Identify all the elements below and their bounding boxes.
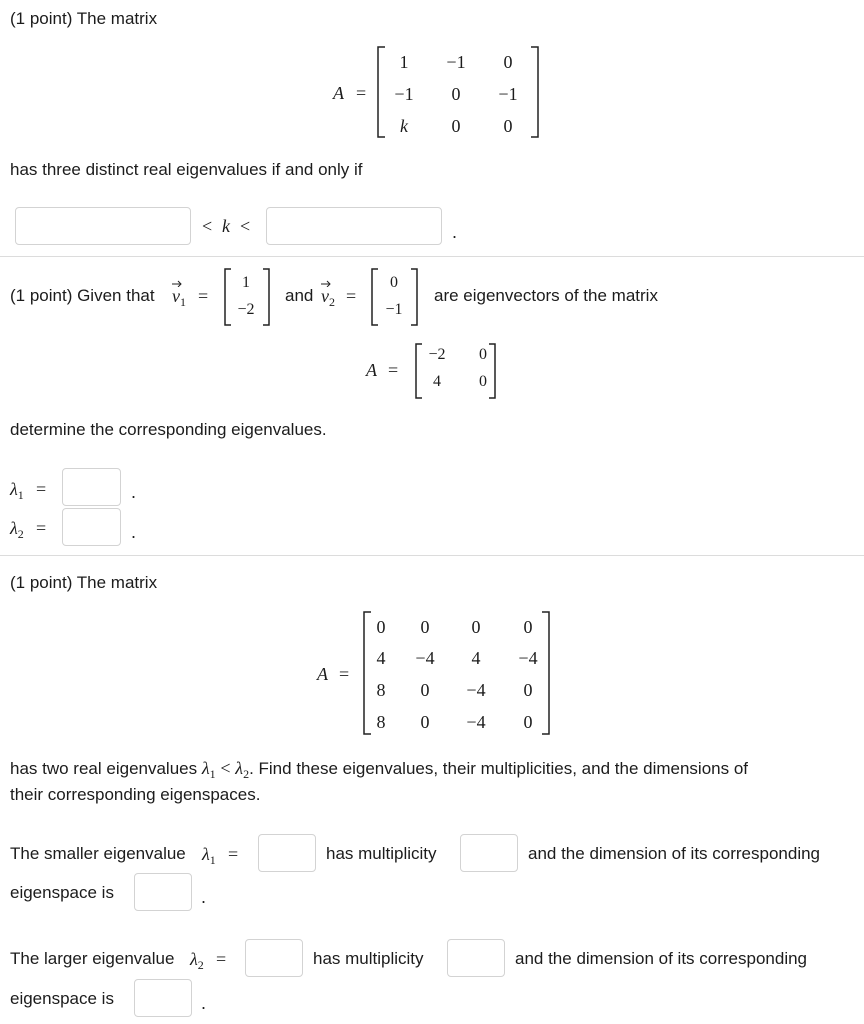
equals-sign: = — [339, 664, 350, 684]
matrix-cell: 4 — [433, 373, 441, 390]
eigenvectors-text: are eigenvectors of the matrix — [434, 286, 658, 305]
k-upper-bound-input[interactable] — [266, 207, 442, 245]
matrix-cell: −1 — [394, 84, 414, 104]
vector-cell: −1 — [385, 301, 403, 318]
larger-eigenvalue-input[interactable] — [245, 939, 303, 977]
dimension-label: and the dimension of its corresponding — [515, 949, 808, 968]
variable-k: k — [222, 216, 230, 236]
and-text: and — [285, 286, 314, 305]
vector-cell: 0 — [390, 274, 398, 291]
equals-sign: = — [388, 360, 399, 380]
equals-sign: = — [346, 286, 357, 306]
matrix-cell: 4 — [376, 648, 386, 668]
matrix-cell: −2 — [428, 346, 446, 363]
smaller-multiplicity-input[interactable] — [460, 834, 518, 872]
matrix-cell: 0 — [479, 346, 487, 363]
left-bracket-icon — [370, 268, 379, 326]
larger-eigenspace-dimension-input[interactable] — [134, 979, 192, 1017]
vector-cell: −2 — [237, 301, 255, 318]
matrix-cell: −1 — [498, 84, 518, 104]
equals-sign: = — [36, 518, 47, 538]
matrix-cell: 0 — [471, 617, 481, 637]
matrix-cell: −4 — [466, 712, 486, 732]
lambda2-input[interactable] — [62, 508, 121, 546]
problem3-description-line2: their corresponding eigenspaces. — [10, 785, 261, 804]
matrix-cell: 0 — [503, 52, 513, 72]
matrix-cell: 0 — [420, 712, 430, 732]
matrix-cell: 0 — [479, 373, 487, 390]
period: . — [131, 482, 137, 502]
problem1-equals: = — [356, 83, 367, 103]
equals-sign: = — [228, 844, 239, 864]
less-than-sign: < — [240, 216, 251, 236]
equals-sign: = — [216, 949, 227, 969]
period: . — [452, 222, 458, 242]
matrix-cell: 0 — [523, 680, 533, 700]
lambda1-label: $\lambda_1$ — [10, 479, 24, 502]
matrix-cell: 0 — [503, 116, 513, 136]
period: . — [131, 522, 137, 542]
period: . — [201, 887, 207, 907]
determine-text: determine the corresponding eigenvalues. — [10, 420, 327, 439]
v2-symbol: $v_2$ — [321, 286, 335, 308]
matrix-cell: k — [400, 116, 408, 136]
multiplicity-label: has multiplicity — [313, 949, 424, 968]
matrix-cell: −1 — [446, 52, 466, 72]
problem1-header: (1 point) The matrix — [10, 9, 158, 28]
larger-multiplicity-input[interactable] — [447, 939, 505, 977]
vector-arrow-icon — [320, 279, 332, 287]
right-bracket-icon — [530, 46, 540, 138]
lambda1-symbol: $\lambda_1$ — [202, 844, 216, 867]
problem3-header: (1 point) The matrix — [10, 573, 158, 592]
matrix-cell: 8 — [376, 712, 386, 732]
eigenspace-label: eigenspace is — [10, 989, 114, 1008]
equals-sign: = — [198, 286, 209, 306]
right-bracket-icon — [410, 268, 419, 326]
larger-eigenvalue-label: The larger eigenvalue — [10, 949, 175, 968]
period: . — [201, 993, 207, 1013]
equals-sign: = — [36, 479, 47, 499]
vector-cell: 1 — [242, 274, 250, 291]
dimension-label: and the dimension of its corresponding — [528, 844, 821, 863]
smaller-eigenvalue-label: The smaller eigenvalue — [10, 844, 186, 863]
lambda2-label: $\lambda_2$ — [10, 518, 24, 541]
section-divider — [0, 256, 864, 257]
problem1-condition-text: has three distinct real eigenvalues if and only if — [10, 160, 363, 179]
matrix-cell: 0 — [420, 617, 430, 637]
matrix-cell: 0 — [451, 84, 461, 104]
problem2-matrix-name: A — [366, 360, 377, 380]
matrix-cell: 8 — [376, 680, 386, 700]
matrix-cell: 0 — [523, 617, 533, 637]
matrix-cell: 0 — [376, 617, 386, 637]
lambda1-input[interactable] — [62, 468, 121, 506]
eigenspace-label: eigenspace is — [10, 883, 114, 902]
smaller-eigenspace-dimension-input[interactable] — [134, 873, 192, 911]
problem1-matrix-name: A — [333, 83, 344, 103]
matrix-cell: −4 — [415, 648, 435, 668]
less-than-sign: < — [202, 216, 213, 236]
v1-symbol: $v_1$ — [172, 286, 186, 308]
matrix-cell: 0 — [420, 680, 430, 700]
matrix-cell: 1 — [399, 52, 409, 72]
section-divider — [0, 555, 864, 556]
right-bracket-icon — [262, 268, 271, 326]
k-lower-bound-input[interactable] — [15, 207, 191, 245]
problem3-matrix-name: A — [317, 664, 328, 684]
problem3-description: has two real eigenvalues $\lambda_1 < \lambda_2$. Find these eigenvalues, their multiplicities, and the dimensions of — [10, 758, 749, 781]
matrix-cell: 0 — [451, 116, 461, 136]
matrix-cell: −4 — [518, 648, 538, 668]
matrix-cell: −4 — [466, 680, 486, 700]
matrix-cell: 4 — [471, 648, 481, 668]
lambda2-symbol: $\lambda_2$ — [190, 949, 204, 972]
problem2-intro: (1 point) Given that — [10, 286, 155, 305]
matrix-cell: 0 — [523, 712, 533, 732]
smaller-eigenvalue-input[interactable] — [258, 834, 316, 872]
right-bracket-icon — [488, 343, 497, 399]
vector-arrow-icon — [171, 279, 183, 287]
multiplicity-label: has multiplicity — [326, 844, 437, 863]
